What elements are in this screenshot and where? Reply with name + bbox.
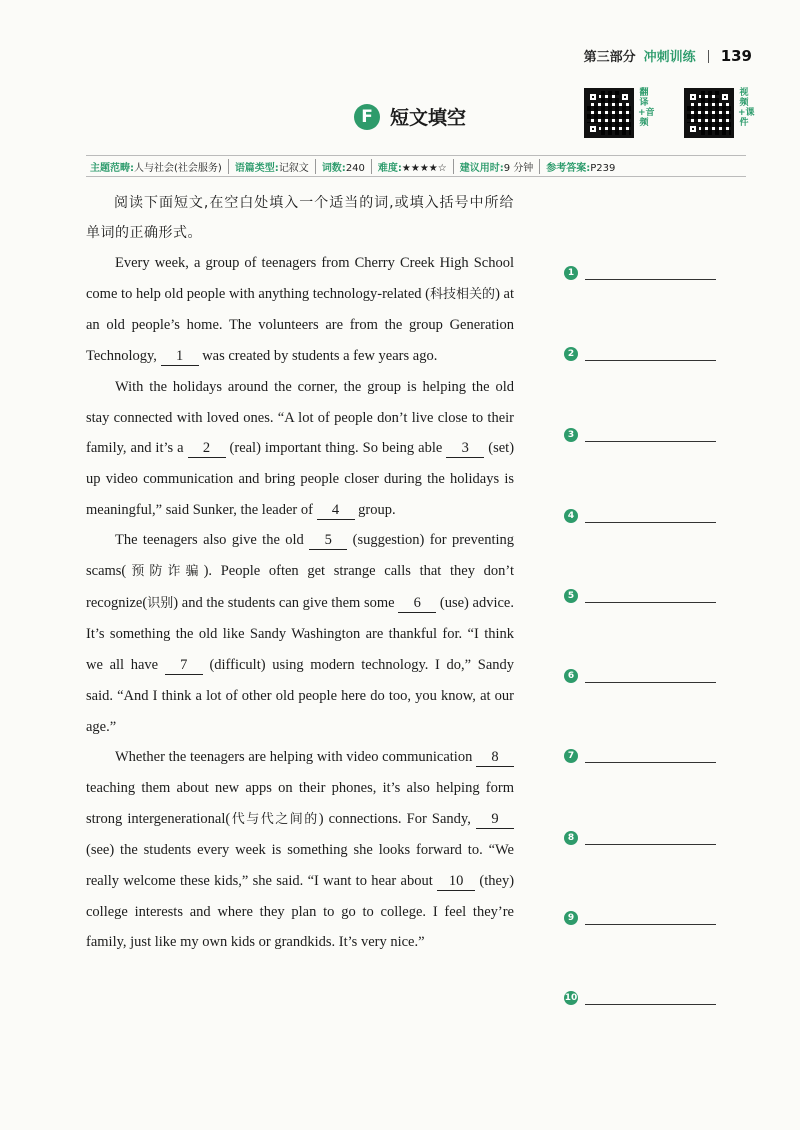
part-label: 第三部分 bbox=[583, 50, 636, 65]
blank-3: 3 bbox=[446, 439, 484, 458]
answer-line-6[interactable]: 6 bbox=[564, 665, 716, 683]
meta-time: 建议用时:9 分钟 bbox=[453, 159, 540, 174]
answer-line-7[interactable]: 7 bbox=[564, 745, 716, 763]
meta-theme: 主题范畴:人与社会(社会服务) bbox=[90, 162, 222, 174]
meta-answer-ref: 参考答案:P239 bbox=[539, 159, 621, 174]
meta-bar bbox=[86, 155, 746, 177]
passage bbox=[86, 188, 514, 958]
blank-4: 4 bbox=[317, 501, 355, 520]
blank-7: 7 bbox=[165, 656, 203, 675]
qr-label-translation: 翻译+音频 bbox=[638, 88, 655, 128]
answer-line-5[interactable]: 5 bbox=[564, 585, 716, 603]
section-badge: F bbox=[354, 104, 380, 130]
paragraph-3: The teenagers also give the old 5 (suggestion) for preventing scams(预防诈骗). People often get strange calls that they don’t recognize(识别) and the students can give them some 6 (use) advice. It’s something the old like Sandy Washington are thankful for. “I think we all have 7 (difficult) using modern technology. I do,” Sandy said. “And I think a lot of other old people here do too, you know, at our age.” bbox=[86, 532, 515, 735]
blank-2: 2 bbox=[188, 439, 226, 458]
qr-code-icon[interactable] bbox=[584, 88, 634, 138]
answer-line-1[interactable]: 1 bbox=[564, 262, 716, 280]
header-divider bbox=[708, 50, 709, 63]
page-number: 139 bbox=[720, 47, 752, 65]
answer-line-8[interactable]: 8 bbox=[564, 827, 716, 845]
blank-9: 9 bbox=[476, 810, 514, 829]
meta-words: 词数:240 bbox=[315, 159, 371, 174]
blank-5: 5 bbox=[309, 531, 347, 550]
instructions: 阅读下面短文,在空白处填入一个适当的词,或填入括号中所给单词的正确形式。 bbox=[86, 195, 514, 241]
paragraph-4: Whether the teenagers are helping with video communication 8 teaching them about new apps on their phones, it’s also helping form strong intergenerational(代与代之间的) connections. For Sandy, 9 (see) the students every week is something she looks forward to. “We really welcome these kids,” she said. “I want to hear about 10 (they) college interests and where they plan to go to college. I feel they’re family, just like my own kids or grandkids. It’s very nice.” bbox=[86, 749, 515, 951]
blank-10: 10 bbox=[437, 872, 475, 891]
qr-code-icon[interactable] bbox=[684, 88, 734, 138]
page-title: 短文填空 bbox=[390, 107, 467, 129]
blank-1: 1 bbox=[161, 347, 199, 366]
blank-8: 8 bbox=[476, 748, 514, 767]
blank-6: 6 bbox=[398, 594, 436, 613]
meta-difficulty: 难度:★★★★☆ bbox=[371, 159, 453, 174]
qr-label-video: 视频+课件 bbox=[738, 88, 755, 128]
page-header bbox=[584, 46, 752, 65]
paragraph-1: Every week, a group of teenagers from Cherry Creek High School come to help old people with anything technology-related (科技相关的) at an old people’s home. The volunteers are from the group Generation Technology, 1 was created by students a few years ago. bbox=[86, 255, 514, 365]
answer-line-10[interactable]: 10 bbox=[564, 987, 716, 1005]
answer-line-3[interactable]: 3 bbox=[564, 424, 716, 442]
answer-line-4[interactable]: 4 bbox=[564, 505, 716, 523]
section-title bbox=[354, 103, 466, 130]
section-label: 冲刺训练 bbox=[643, 50, 696, 65]
answer-line-9[interactable]: 9 bbox=[564, 907, 716, 925]
meta-type: 语篇类型:记叙文 bbox=[228, 159, 315, 174]
answer-line-2[interactable]: 2 bbox=[564, 343, 716, 361]
paragraph-2: With the holidays around the corner, the group is helping the old stay connected with loved ones. “A lot of people don’t live close to their family, and it’s a 2 (real) important thing. So being able 3 (set) up video communication and bring people closer during the holidays is meaningful,” said Sunker, the leader of 4 group. bbox=[86, 378, 515, 518]
